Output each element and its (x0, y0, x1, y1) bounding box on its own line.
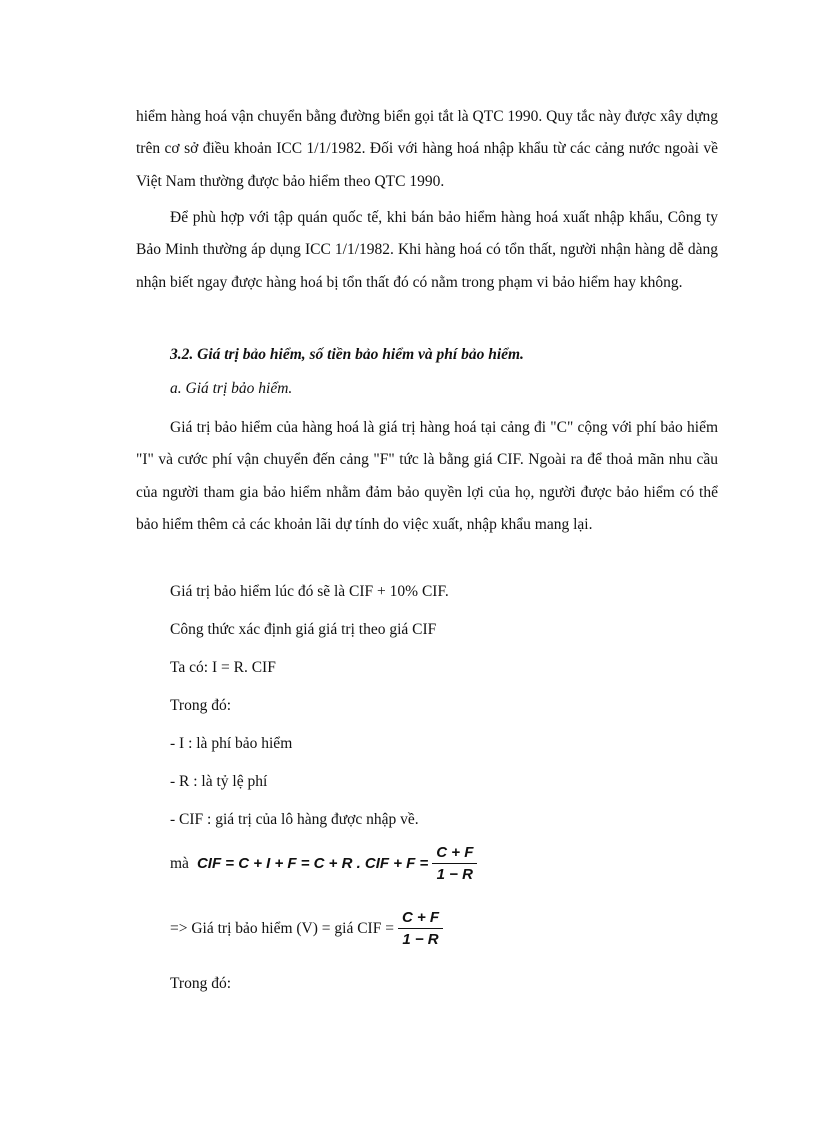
formula-prefix: mà (170, 854, 189, 872)
text-line-r-definition: - R : là tỷ lệ phí (170, 773, 268, 790)
paragraph-text: hiểm hàng hoá vận chuyển bằng đường biển gọi tắt là QTC 1990. Quy tắc này được xây dựng trên cơ sở điều khoản ICC 1/1/1982. Đối với hàng hoá nhập khẩu từ các cảng nước ngoài về Việt Nam thường được bảo hiểm theo QTC 1990. (136, 108, 718, 190)
fraction-denominator: 1 − R (436, 866, 473, 883)
formula-cif (170, 844, 477, 883)
formula-expression: CIF = C + I + F = C + R . CIF + F = (196, 855, 429, 872)
paragraph-insured-value (136, 412, 718, 542)
section-heading: 3.2. Giá trị bảo hiểm, số tiền bảo hiểm và phí bảo hiểm. (170, 346, 524, 363)
paragraph-text: Giá trị bảo hiểm của hàng hoá là giá trị hàng hoá tại cảng đi "C" cộng với phí bảo hiểm "I" và cước phí vận chuyển đến cảng "F" tức là bằng giá CIF. Ngoài ra để thoả mãn nhu cầu của người tham gia bảo hiểm nhằm đảm bảo quyền lợi của họ, người được bảo hiểm có thể bảo hiểm thêm cả các khoản lãi dự tính do việc xuất, nhập khẩu mang lại. (136, 419, 718, 534)
paragraph-text: Để phù hợp với tập quán quốc tế, khi bán bảo hiểm hàng hoá xuất nhập khẩu, Công ty Bảo Minh thường áp dụng ICC 1/1/1982. Khi hàng hoá có tổn thất, người nhận hàng dễ dàng nhận biết ngay được hàng hoá bị tổn thất đó có nằm trong phạm vi bảo hiểm hay không. (136, 209, 718, 291)
formula-fraction (398, 909, 443, 948)
subsection-heading: a. Giá trị bảo hiểm. (170, 380, 293, 397)
text-line-i-definition: - I : là phí bảo hiểm (170, 735, 293, 752)
formula-insured-value (170, 909, 443, 948)
fraction-numerator: C + F (432, 844, 477, 864)
text-line-cif-plus: Giá trị bảo hiểm lúc đó sẽ là CIF + 10% CIF. (170, 583, 449, 600)
text-line-formula-intro: Công thức xác định giá giá trị theo giá CIF (170, 621, 437, 638)
paragraph-icc-adoption (136, 202, 718, 299)
fraction-numerator: C + F (398, 909, 443, 929)
paragraph-qtc-1990 (136, 101, 718, 198)
text-line-trong-do: Trong đó: (170, 697, 232, 714)
formula-fraction (432, 844, 477, 883)
text-line-trong-do-2: Trong đó: (170, 975, 232, 992)
text-line-cif-definition: - CIF : giá trị của lô hàng được nhập về. (170, 811, 419, 828)
text-line-ta-co: Ta có: I = R. CIF (170, 659, 276, 676)
fraction-denominator: 1 − R (402, 931, 439, 948)
formula-prefix: => Giá trị bảo hiểm (V) = giá CIF = (170, 919, 394, 937)
